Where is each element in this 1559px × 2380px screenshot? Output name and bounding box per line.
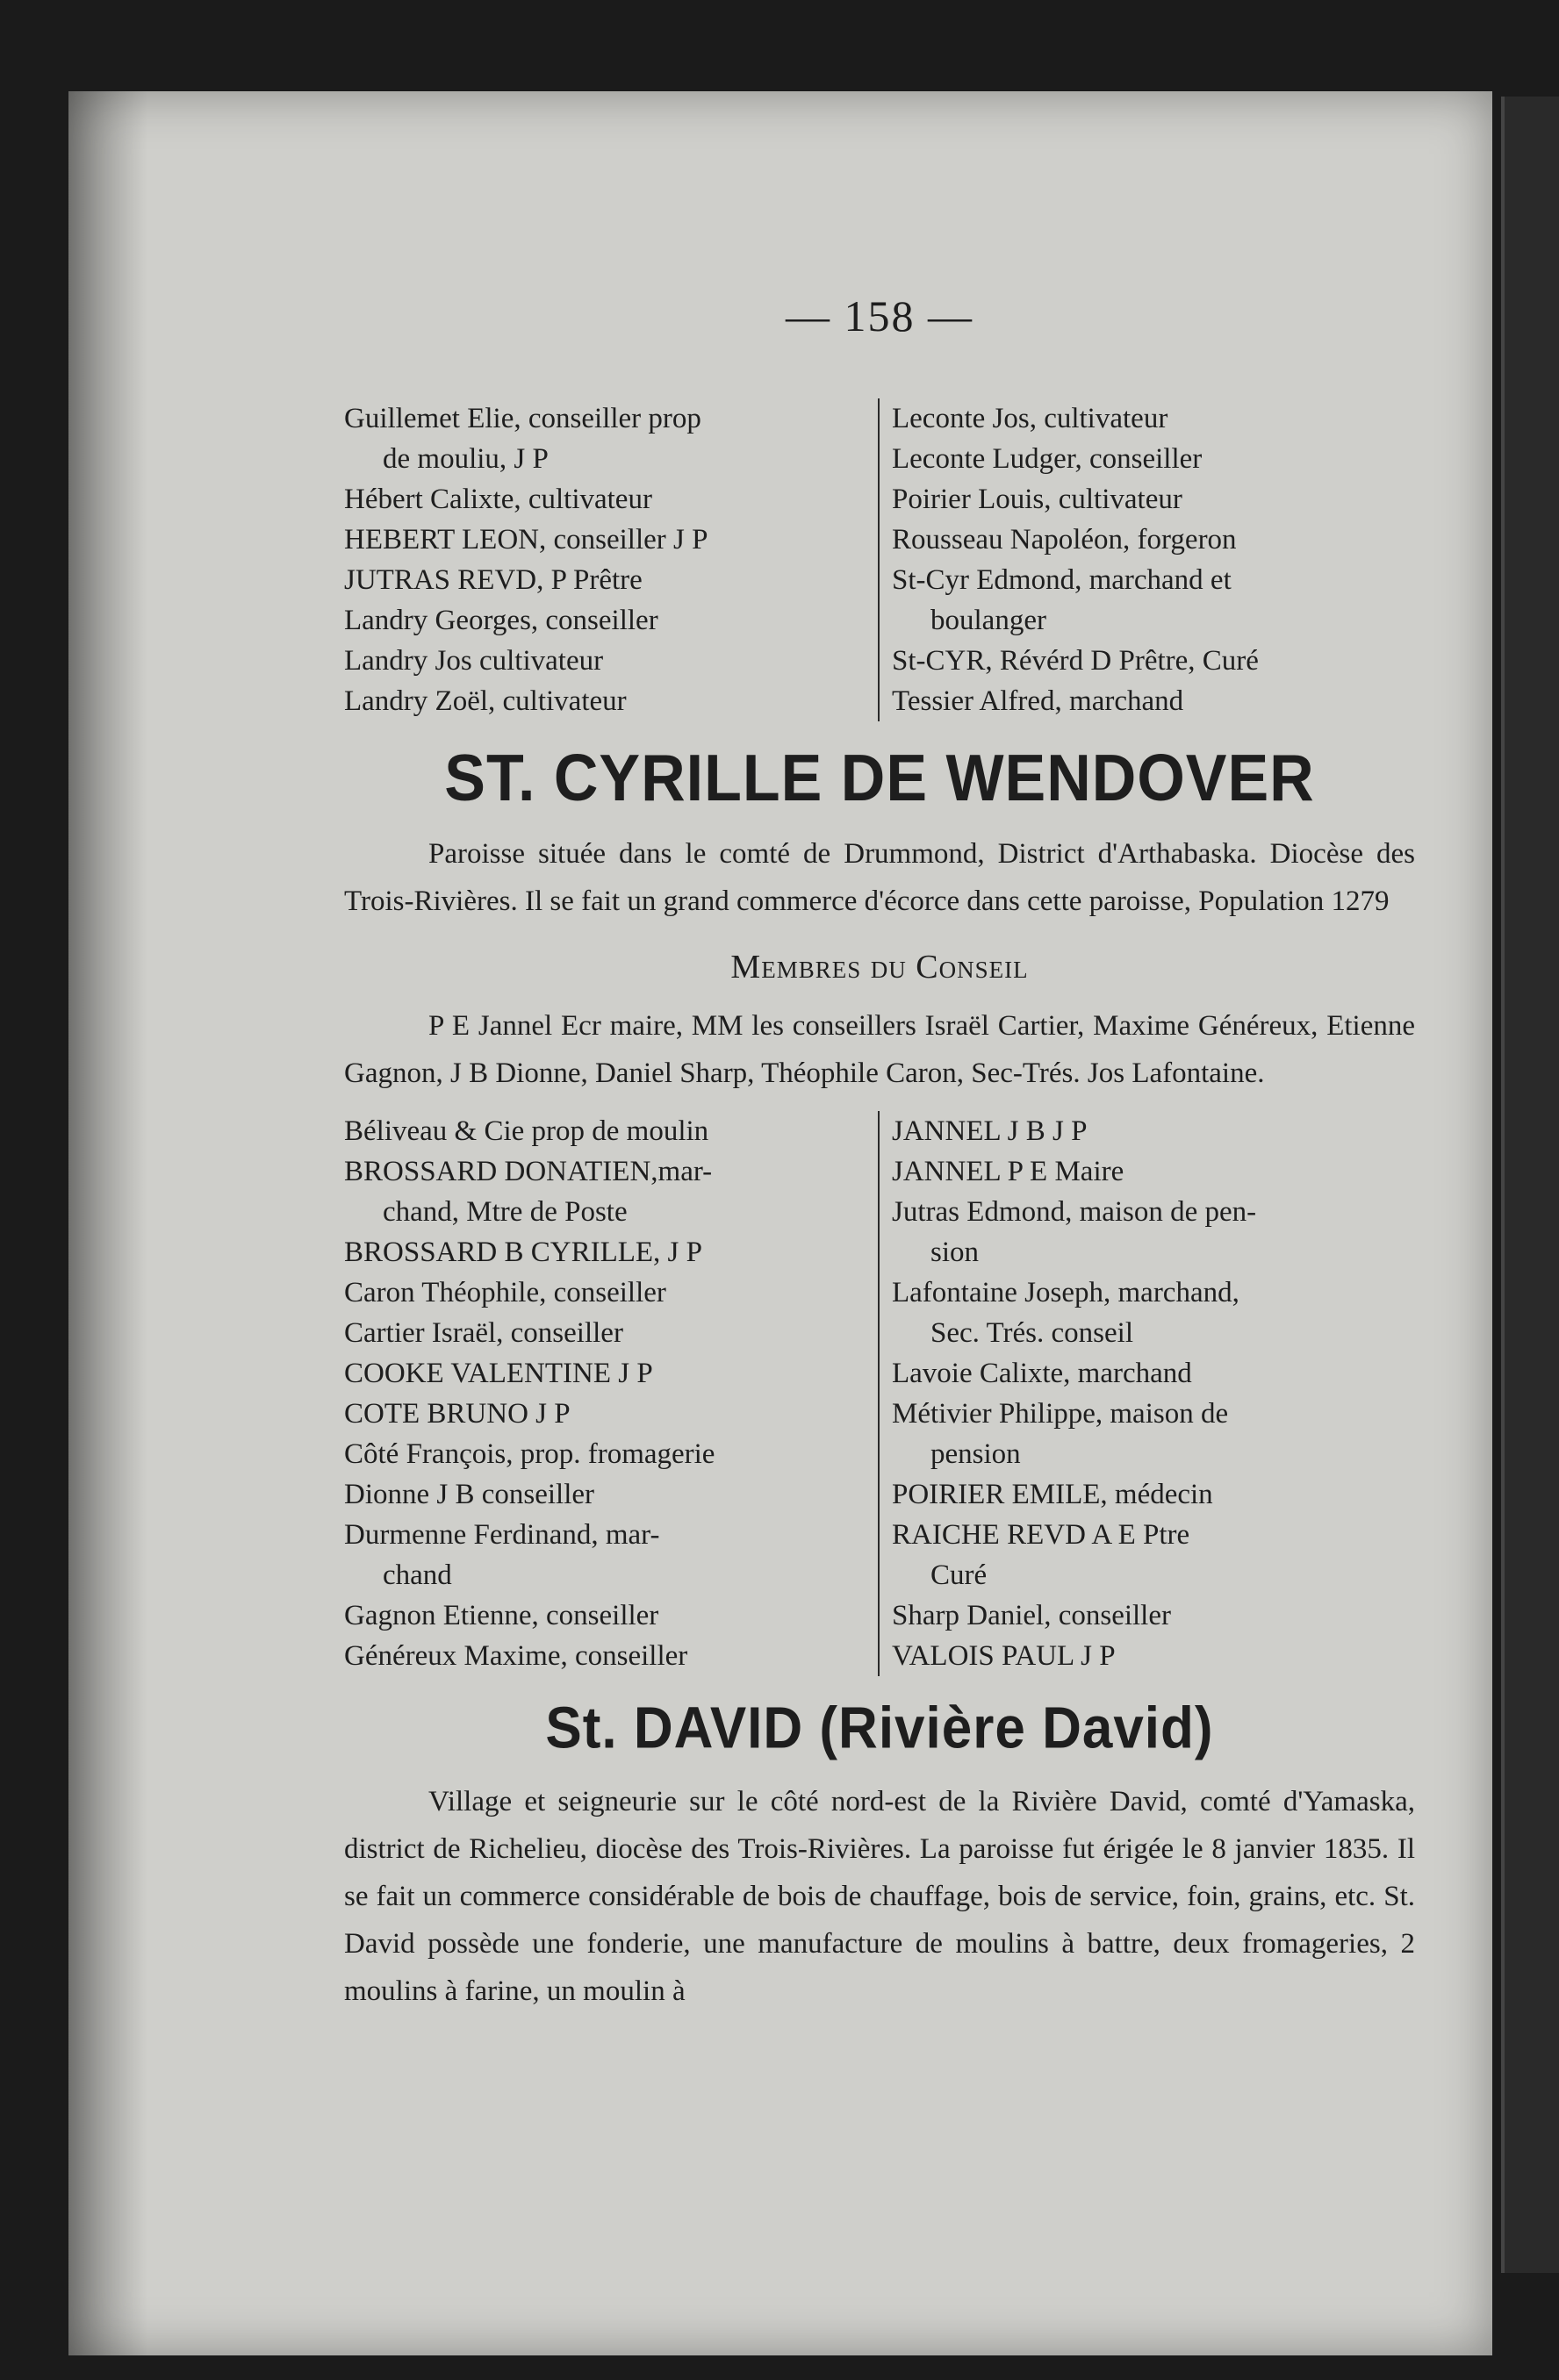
directory-entry bbox=[892, 1515, 1415, 1595]
directory-entry bbox=[892, 1474, 1415, 1515]
directory-entry bbox=[344, 1474, 867, 1515]
directory-entry bbox=[344, 1313, 867, 1353]
directory-entry bbox=[344, 1394, 867, 1434]
directory-entry bbox=[344, 1353, 867, 1394]
directory-entry bbox=[344, 1232, 867, 1272]
entry-line: St-Cyr Edmond, marchand et bbox=[892, 564, 1232, 596]
entry-line: Béliveau & Cie prop de moulin bbox=[344, 1115, 709, 1147]
entry-continuation: chand, Mtre de Poste bbox=[383, 1196, 628, 1228]
entry-line: COTE BRUNO J P bbox=[344, 1398, 571, 1430]
entry-line: Poirier Louis, cultivateur bbox=[892, 484, 1182, 515]
directory-entry bbox=[892, 520, 1415, 560]
entry-line: Gagnon Etienne, conseiller bbox=[344, 1600, 659, 1631]
entry-line: Métivier Philippe, maison de bbox=[892, 1398, 1229, 1430]
wendover-column-left bbox=[344, 1111, 878, 1676]
entry-continuation: sion bbox=[930, 1237, 980, 1268]
directory-entry bbox=[344, 600, 867, 641]
directory-entry bbox=[892, 560, 1415, 641]
entry-line: JANNEL J B J P bbox=[892, 1115, 1088, 1147]
entry-line: Leconte Ludger, conseiller bbox=[892, 443, 1203, 475]
directory-entry bbox=[344, 1272, 867, 1313]
directory-entry bbox=[892, 1272, 1415, 1353]
entry-line: Cartier Israël, conseiller bbox=[344, 1317, 623, 1349]
entry-line: Durmenne Ferdinand, mar- bbox=[344, 1519, 660, 1551]
directory-entry bbox=[344, 398, 867, 479]
entry-line: Lavoie Calixte, marchand bbox=[892, 1358, 1192, 1389]
entry-line: Dionne J B conseiller bbox=[344, 1479, 595, 1510]
page-content bbox=[344, 290, 1415, 2015]
entry-line: POIRIER EMILE, médecin bbox=[892, 1479, 1213, 1510]
entry-line: Lafontaine Joseph, marchand, bbox=[892, 1277, 1239, 1308]
entry-continuation: boulanger bbox=[930, 605, 1046, 636]
entry-line: Rousseau Napoléon, forgeron bbox=[892, 524, 1237, 556]
wendover-description: Paroisse située dans le comté de Drummond, District d'Arthabaska. Diocèse des Trois-Rivières. Il se fait un grand commerce d'écorce dans cette paroisse, Population 1279 bbox=[344, 838, 1415, 917]
directory-entry bbox=[892, 681, 1415, 721]
entry-continuation: chand bbox=[383, 1559, 452, 1591]
entry-line: Landry Zoël, cultivateur bbox=[344, 685, 627, 717]
entry-line: Tessier Alfred, marchand bbox=[892, 685, 1184, 717]
entry-continuation: pension bbox=[930, 1438, 1021, 1470]
directory-entry bbox=[892, 641, 1415, 681]
directory-column-left bbox=[344, 398, 878, 721]
page-gutter-shadow bbox=[68, 91, 147, 2355]
directory-columns-top bbox=[344, 398, 1415, 721]
directory-entry bbox=[344, 1636, 867, 1676]
entry-line: JANNEL P E Maire bbox=[892, 1156, 1124, 1187]
entry-line: BROSSARD B CYRILLE, J P bbox=[344, 1237, 703, 1268]
entry-line: Sharp Daniel, conseiller bbox=[892, 1600, 1171, 1631]
entry-line: Guillemet Elie, conseiller prop bbox=[344, 403, 701, 434]
directory-entry bbox=[892, 1636, 1415, 1676]
directory-entry bbox=[344, 560, 867, 600]
directory-entry bbox=[892, 439, 1415, 479]
directory-column-right bbox=[878, 398, 1415, 721]
directory-entry bbox=[892, 1111, 1415, 1151]
directory-entry bbox=[892, 479, 1415, 520]
directory-entry bbox=[892, 1151, 1415, 1192]
section-title-st-david: St. DAVID (Rivière David) bbox=[545, 1695, 1214, 1761]
directory-entry bbox=[344, 1111, 867, 1151]
entry-line: Hébert Calixte, cultivateur bbox=[344, 484, 652, 515]
wendover-column-right bbox=[878, 1111, 1415, 1676]
directory-entry bbox=[344, 1595, 867, 1636]
directory-entry bbox=[344, 1515, 867, 1595]
entry-continuation: Sec. Trés. conseil bbox=[930, 1317, 1133, 1349]
directory-entry bbox=[892, 1192, 1415, 1272]
entry-line: Jutras Edmond, maison de pen- bbox=[892, 1196, 1257, 1228]
entry-continuation: de mouliu, J P bbox=[383, 443, 549, 475]
binding-edge bbox=[1505, 97, 1559, 2273]
directory-entry bbox=[892, 1353, 1415, 1394]
directory-entry bbox=[892, 398, 1415, 439]
directory-entry bbox=[344, 520, 867, 560]
directory-entry bbox=[892, 1595, 1415, 1636]
entry-line: St-CYR, Révérd D Prêtre, Curé bbox=[892, 645, 1259, 677]
section-title-wendover: ST. CYRILLE DE WENDOVER bbox=[444, 740, 1315, 815]
entry-line: HEBERT LEON, conseiller J P bbox=[344, 524, 708, 556]
entry-line: Généreux Maxime, conseiller bbox=[344, 1640, 688, 1672]
entry-line: Landry Georges, conseiller bbox=[344, 605, 658, 636]
entry-line: BROSSARD DONATIEN,mar- bbox=[344, 1156, 713, 1187]
entry-line: Côté François, prop. fromagerie bbox=[344, 1438, 715, 1470]
entry-line: Landry Jos cultivateur bbox=[344, 645, 604, 677]
entry-line: COOKE VALENTINE J P bbox=[344, 1358, 653, 1389]
directory-entry bbox=[344, 479, 867, 520]
directory-entry bbox=[344, 681, 867, 721]
entry-line: Leconte Jos, cultivateur bbox=[892, 403, 1168, 434]
page-number: — 158 — bbox=[786, 291, 973, 341]
entry-continuation: Curé bbox=[930, 1559, 988, 1591]
directory-entry bbox=[892, 1394, 1415, 1474]
council-heading: Membres du Conseil bbox=[730, 949, 1029, 986]
st-david-description: Village et seigneurie sur le côté nord-est de la Rivière David, comté d'Yamaska, district de Richelieu, diocèse des Trois-Rivières. La paroisse fut érigée le 8 janvier 1835. Il se fait un commerce considérable de bois de chauffage, bois de service, foin, grains, etc. St. David possède une fonderie, une manufacture de moulins à battre, deux fromageries, 2 moulins à farine, un moulin à bbox=[344, 1786, 1415, 2007]
entry-line: RAICHE REVD A E Ptre bbox=[892, 1519, 1190, 1551]
directory-entry bbox=[344, 1151, 867, 1232]
directory-entry bbox=[344, 1434, 867, 1474]
entry-line: JUTRAS REVD, P Prêtre bbox=[344, 564, 643, 596]
directory-columns-wendover bbox=[344, 1111, 1415, 1676]
council-members: P E Jannel Ecr maire, MM les conseillers Israël Cartier, Maxime Généreux, Etienne Gagnon, J B Dionne, Daniel Sharp, Théophile Caron, Sec-Trés. Jos Lafontaine. bbox=[344, 1010, 1415, 1089]
entry-line: VALOIS PAUL J P bbox=[892, 1640, 1116, 1672]
entry-line: Caron Théophile, conseiller bbox=[344, 1277, 666, 1308]
directory-entry bbox=[344, 641, 867, 681]
